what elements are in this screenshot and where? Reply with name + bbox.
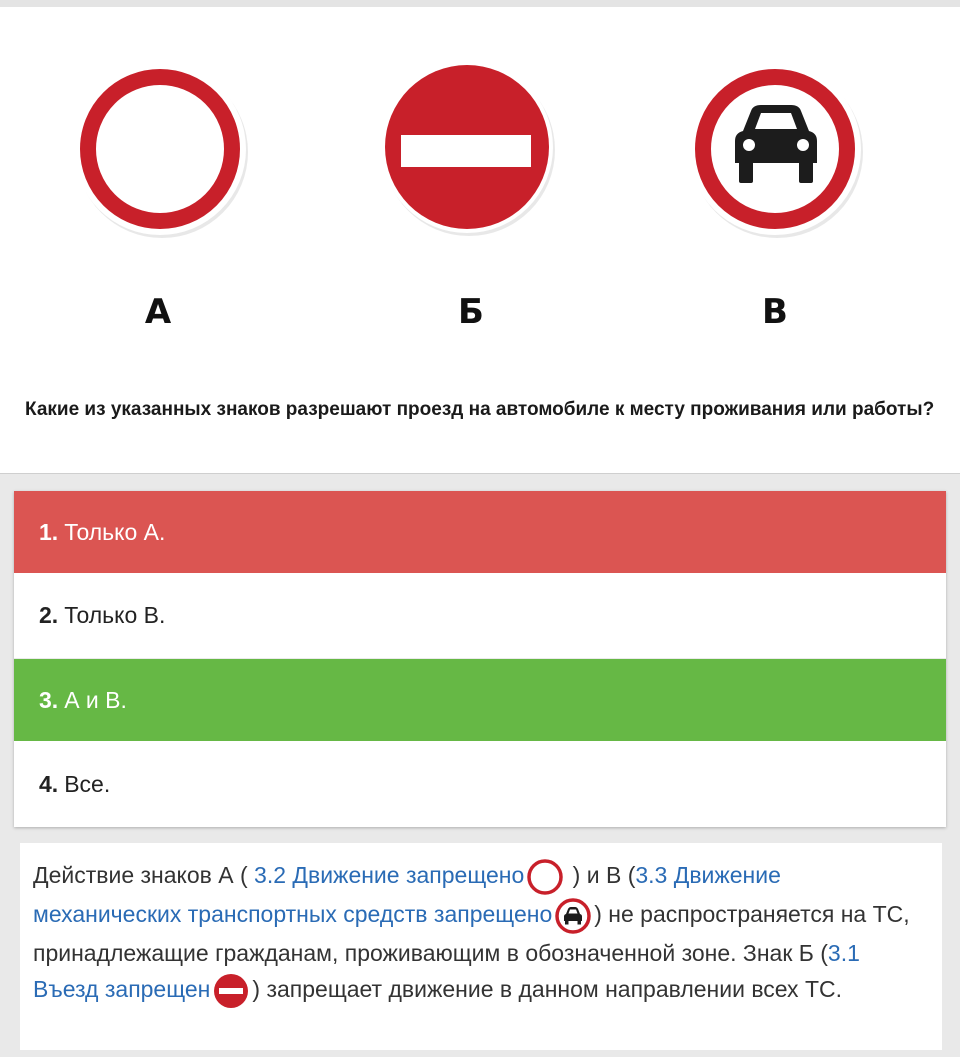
question-text: Какие из указанных знаков разрешают проезд на автомобиле к месту проживания или работы? <box>25 399 935 420</box>
no-vehicles-sign-icon <box>70 59 250 239</box>
answer-number: 2. <box>39 602 59 628</box>
explanation-text: ) не распространяется на ТС, принадлежащие гражданам, проживающим в обозначенной зоне. Знак Б ( <box>33 900 910 966</box>
explanation-text: ) запрещает движение в данном направлении всех ТС. <box>252 975 843 1002</box>
answer-text: Только В. <box>64 602 166 628</box>
answer-number: 3. <box>39 686 59 713</box>
answer-option-2[interactable] <box>14 573 946 659</box>
answer-list <box>14 491 946 827</box>
answer-text: А и В. <box>64 686 127 713</box>
answer-text: Только А. <box>64 518 166 545</box>
answer-option-1[interactable] <box>14 491 946 573</box>
sign-letter-a: А <box>144 292 172 332</box>
link-sign-3-1[interactable]: 3.1 Въезд запрещен <box>33 939 860 1002</box>
no-entry-sign-icon <box>212 972 250 1010</box>
no-motor-vehicles-sign-icon <box>554 897 592 935</box>
no-vehicles-sign-icon <box>526 858 564 896</box>
sign-letter-v: В <box>762 292 788 332</box>
answer-option-4[interactable] <box>14 741 946 827</box>
explanation-text: ) и В ( <box>566 862 636 888</box>
no-entry-sign-icon <box>377 57 557 237</box>
link-sign-3-3[interactable]: 3.3 Движение механических транспортных средств запрещено <box>33 862 781 927</box>
explanation-text: Действие знаков А ( <box>33 862 255 888</box>
top-strip <box>0 0 960 7</box>
answer-number: 1. <box>39 518 59 545</box>
link-sign-3-2[interactable]: 3.2 Движение запрещено <box>254 862 525 888</box>
explanation <box>20 843 942 1050</box>
sign-letter-b: Б <box>458 292 484 332</box>
answer-text: Все. <box>64 770 111 797</box>
answer-number: 4. <box>39 770 59 797</box>
answer-option-3[interactable] <box>14 659 946 741</box>
no-motor-vehicles-sign-icon <box>685 59 865 239</box>
question-card <box>0 7 960 474</box>
